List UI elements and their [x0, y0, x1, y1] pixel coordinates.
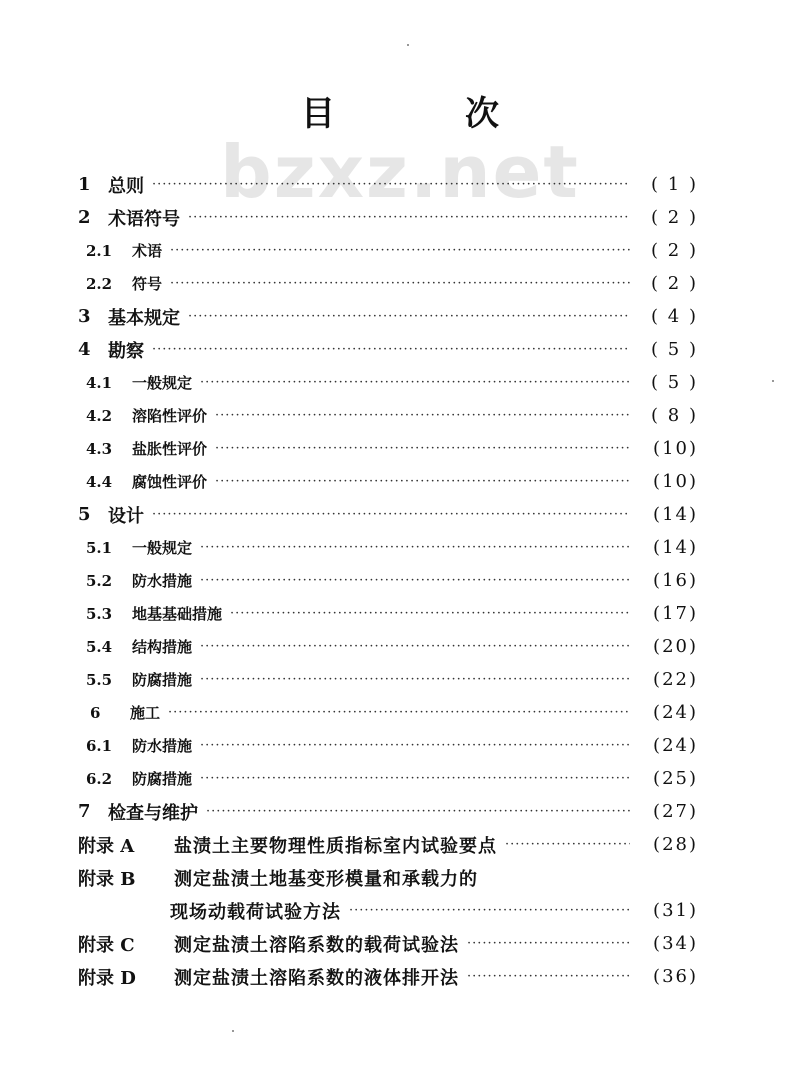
entry-page: (24)	[653, 702, 698, 723]
entry-page: ( 2 )	[651, 273, 698, 294]
entry-title: 符号	[132, 275, 163, 293]
toc-entry[interactable]	[78, 630, 698, 663]
entry-page: (31)	[653, 900, 698, 921]
entry-title: 设计	[108, 505, 144, 527]
dot-leader	[230, 606, 630, 621]
entry-title: 结构措施	[132, 638, 193, 656]
toc-entry[interactable]	[78, 663, 698, 696]
table-of-contents	[78, 168, 698, 993]
toc-entry[interactable]	[78, 762, 698, 795]
entry-page: ( 1 )	[651, 174, 698, 195]
entry-page: (14)	[653, 504, 698, 525]
toc-entry-appendix[interactable]	[78, 927, 698, 960]
entry-page: ( 5 )	[651, 339, 698, 360]
entry-number: 2	[78, 207, 91, 228]
toc-entry[interactable]	[78, 333, 698, 366]
entry-page: ( 4 )	[651, 306, 698, 327]
toc-entry[interactable]	[78, 300, 698, 333]
toc-entry[interactable]	[78, 597, 698, 630]
entry-number: 6.2	[86, 769, 113, 788]
dot-leader	[188, 309, 630, 324]
entry-page: (25)	[653, 768, 698, 789]
entry-number: 附录 B	[78, 868, 136, 890]
toc-entry[interactable]	[78, 729, 698, 762]
toc-entry-continuation[interactable]	[78, 894, 698, 927]
entry-title: 勘察	[108, 340, 144, 362]
entry-page: (10)	[653, 438, 698, 459]
dot-leader	[200, 672, 630, 687]
dot-leader	[200, 738, 630, 753]
entry-title: 术语符号	[108, 208, 180, 230]
entry-title: 防水措施	[132, 572, 193, 590]
dot-leader	[200, 540, 630, 555]
entry-title: 基本规定	[108, 307, 180, 329]
dot-leader	[467, 936, 630, 951]
dot-leader	[152, 342, 630, 357]
entry-page: (34)	[653, 933, 698, 954]
entry-number: 5.5	[86, 670, 113, 689]
entry-page: (28)	[653, 834, 698, 855]
toc-entry-appendix[interactable]	[78, 960, 698, 993]
entry-page: (10)	[653, 471, 698, 492]
scan-speck	[407, 44, 409, 46]
entry-title: 总则	[108, 175, 144, 197]
dot-leader	[467, 969, 630, 984]
entry-title: 测定盐渍土溶陷系数的载荷试验法	[174, 934, 459, 956]
entry-title: 防腐措施	[132, 671, 193, 689]
toc-entry[interactable]	[78, 366, 698, 399]
dot-leader	[170, 243, 630, 258]
toc-entry[interactable]	[78, 234, 698, 267]
dot-leader	[215, 441, 630, 456]
dot-leader	[200, 573, 630, 588]
entry-number: 附录 A	[78, 835, 135, 857]
entry-page: ( 2 )	[651, 207, 698, 228]
toc-entry[interactable]	[78, 168, 698, 201]
dot-leader	[168, 705, 630, 720]
dot-leader	[200, 639, 630, 654]
dot-leader	[188, 210, 630, 225]
dot-leader	[349, 903, 630, 918]
entry-title: 防水措施	[132, 737, 193, 755]
entry-page: (14)	[653, 537, 698, 558]
toc-entry[interactable]	[78, 201, 698, 234]
entry-title: 施工	[130, 704, 161, 722]
entry-title: 防腐措施	[132, 770, 193, 788]
page-title: 目 次	[301, 94, 547, 134]
dot-leader	[152, 507, 630, 522]
dot-leader	[206, 804, 630, 819]
entry-page: (20)	[653, 636, 698, 657]
entry-number: 6.1	[86, 736, 113, 755]
dot-leader	[170, 276, 630, 291]
dot-leader	[200, 771, 630, 786]
entry-number: 2.1	[86, 241, 113, 260]
entry-number: 1	[78, 174, 91, 195]
entry-page: ( 2 )	[651, 240, 698, 261]
toc-entry[interactable]	[78, 498, 698, 531]
entry-page: ( 5 )	[651, 372, 698, 393]
entry-title: 一般规定	[132, 539, 193, 557]
watermark: bzxz.net	[220, 130, 580, 214]
entry-number: 2.2	[86, 274, 113, 293]
entry-number: 4.2	[86, 406, 113, 425]
toc-entry[interactable]	[78, 432, 698, 465]
entry-title: 检查与维护	[108, 802, 198, 824]
toc-entry[interactable]	[78, 465, 698, 498]
entry-title: 测定盐渍土地基变形模量和承载力的	[174, 868, 478, 890]
entry-number: 7	[78, 801, 91, 822]
entry-page: (17)	[653, 603, 698, 624]
toc-entry[interactable]	[78, 267, 698, 300]
entry-number: 5	[78, 504, 91, 525]
entry-title: 盐胀性评价	[132, 440, 208, 458]
entry-page: ( 8 )	[651, 405, 698, 426]
dot-leader	[200, 375, 630, 390]
entry-page: (36)	[653, 966, 698, 987]
entry-page: (22)	[653, 669, 698, 690]
entry-page: (24)	[653, 735, 698, 756]
entry-number: 6	[90, 703, 101, 722]
entry-number: 4.1	[86, 373, 113, 392]
toc-entry[interactable]	[78, 531, 698, 564]
entry-number: 5.1	[86, 538, 113, 557]
dot-leader	[215, 474, 630, 489]
dot-leader	[152, 177, 630, 192]
entry-number: 4.4	[86, 472, 113, 491]
entry-title: 溶陷性评价	[132, 407, 208, 425]
entry-title: 地基基础措施	[132, 605, 223, 623]
entry-title: 现场动载荷试验方法	[170, 901, 341, 923]
toc-entry-appendix[interactable]	[78, 828, 698, 861]
entry-number: 3	[78, 306, 91, 327]
entry-page: (27)	[653, 801, 698, 822]
entry-title: 一般规定	[132, 374, 193, 392]
entry-number: 附录 C	[78, 934, 135, 956]
toc-entry[interactable]	[78, 795, 698, 828]
entry-title: 盐渍土主要物理性质指标室内试验要点	[174, 835, 497, 857]
toc-entry[interactable]	[78, 564, 698, 597]
entry-page: (16)	[653, 570, 698, 591]
entry-title: 腐蚀性评价	[132, 473, 208, 491]
toc-entry[interactable]	[78, 399, 698, 432]
entry-title: 术语	[132, 242, 163, 260]
entry-number: 5.4	[86, 637, 113, 656]
entry-number: 4	[78, 339, 91, 360]
scan-speck	[232, 1030, 234, 1032]
dot-leader	[215, 408, 630, 423]
entry-number: 5.2	[86, 571, 113, 590]
entry-number: 5.3	[86, 604, 113, 623]
entry-number: 附录 D	[78, 967, 136, 989]
scan-speck	[772, 380, 774, 382]
toc-entry[interactable]	[78, 696, 698, 729]
dot-leader	[505, 837, 630, 852]
entry-number: 4.3	[86, 439, 113, 458]
toc-entry-appendix[interactable]	[78, 861, 698, 894]
entry-title: 测定盐渍土溶陷系数的液体排开法	[174, 967, 459, 989]
